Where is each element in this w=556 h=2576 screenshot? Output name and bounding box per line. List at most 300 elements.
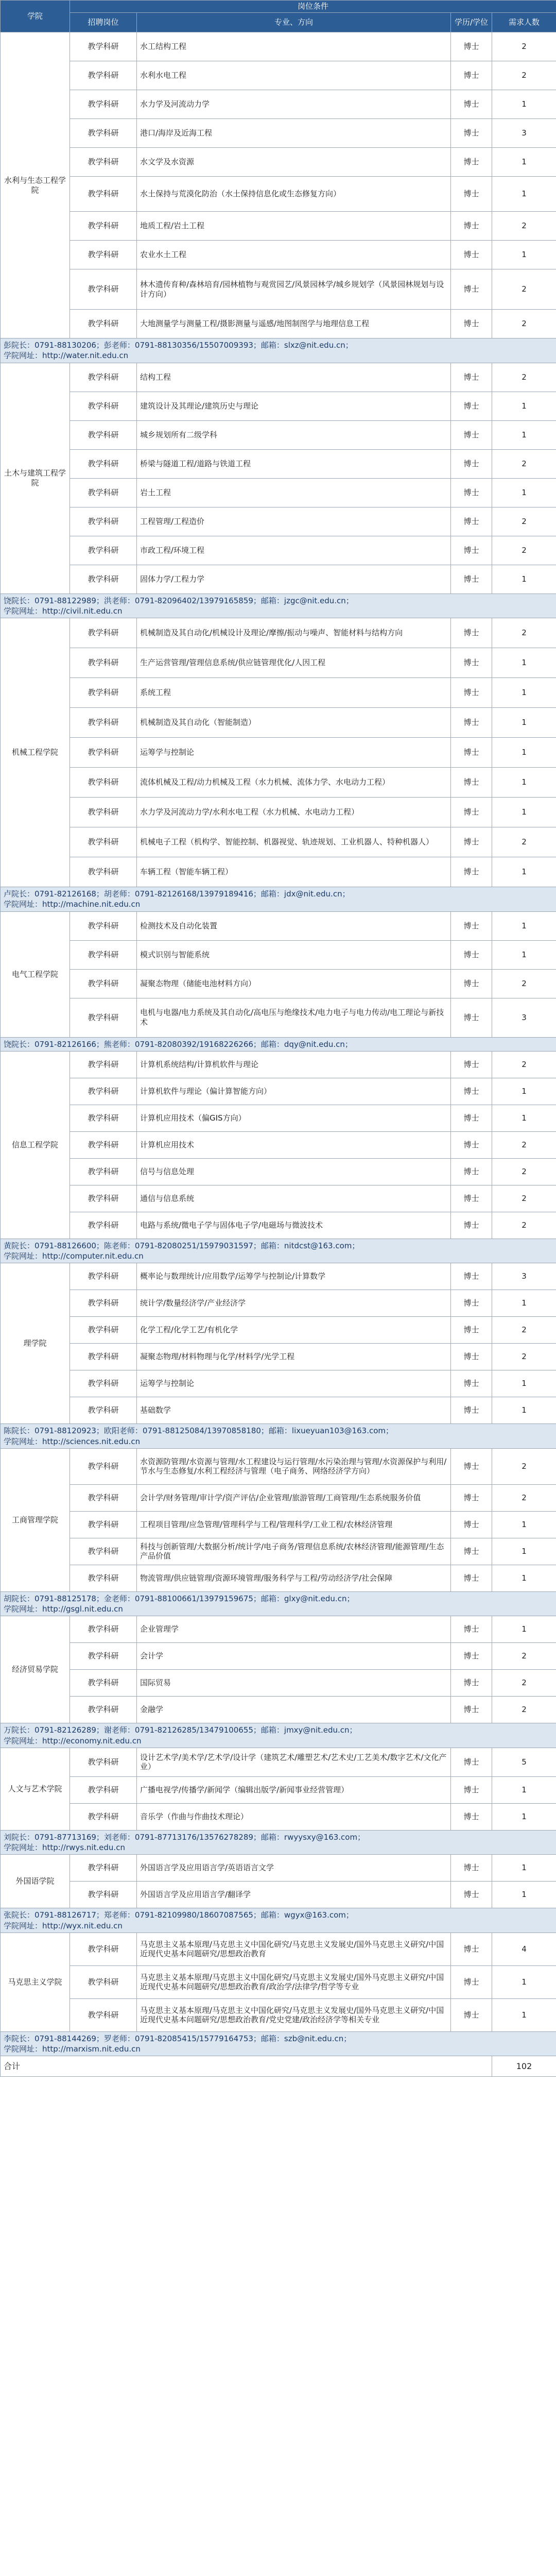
count-cell: 2 bbox=[492, 1697, 556, 1723]
major-cell: 马克思主义基本原理/马克思主义中国化研究/马克思主义发展史/国外马克思主义研究/中国近现代史基本问题研究/思想政治教育 bbox=[137, 1933, 451, 1965]
count-cell: 3 bbox=[492, 998, 556, 1037]
degree-cell: 博士 bbox=[451, 1484, 492, 1511]
contact-website-line[interactable]: 学院网址：http://civil.nit.edu.cn bbox=[4, 606, 123, 616]
count-cell: 3 bbox=[492, 119, 556, 148]
count-cell: 2 bbox=[492, 1344, 556, 1370]
table-row bbox=[1, 1855, 556, 1882]
post-cell: 教学科研 bbox=[70, 827, 137, 857]
count-cell: 2 bbox=[492, 1670, 556, 1697]
degree-cell: 博士 bbox=[451, 1212, 492, 1239]
count-cell: 2 bbox=[492, 1448, 556, 1484]
degree-cell: 博士 bbox=[451, 1565, 492, 1591]
table-row bbox=[1, 363, 556, 392]
post-cell: 教学科研 bbox=[70, 565, 137, 594]
degree-cell: 博士 bbox=[451, 507, 492, 536]
table-row bbox=[1, 507, 556, 536]
degree-cell: 博士 bbox=[451, 1965, 492, 1998]
contact-website-line[interactable]: 学院网址：http://rwys.nit.edu.cn bbox=[4, 1843, 125, 1852]
count-cell: 1 bbox=[492, 768, 556, 798]
count-cell: 3 bbox=[492, 1263, 556, 1290]
degree-cell: 博士 bbox=[451, 1078, 492, 1105]
post-cell: 教学科研 bbox=[70, 1263, 137, 1290]
post-cell: 教学科研 bbox=[70, 1484, 137, 1511]
count-cell: 2 bbox=[492, 1051, 556, 1078]
degree-cell: 博士 bbox=[451, 241, 492, 269]
contact-website-line[interactable]: 学院网址：http://sciences.nit.edu.cn bbox=[4, 1436, 141, 1446]
degree-cell: 博士 bbox=[451, 1448, 492, 1484]
college-name: 经济贸易学院 bbox=[1, 1616, 70, 1723]
contact-info bbox=[1, 338, 556, 363]
major-cell: 运筹学与控制论 bbox=[137, 1370, 451, 1397]
count-cell: 1 bbox=[492, 420, 556, 449]
major-cell: 生产运营管理/管理信息系统/供应链管理优化/人因工程 bbox=[137, 648, 451, 678]
major-cell: 计算机软件与理论（偏计算智能方向） bbox=[137, 1078, 451, 1105]
contact-info bbox=[1, 1908, 556, 1933]
post-cell: 教学科研 bbox=[70, 536, 137, 565]
major-cell: 电机与电器/电力系统及其自动化/高电压与绝缘技术/电力电子与电力传动/电工理论与新技术 bbox=[137, 998, 451, 1037]
degree-cell: 博士 bbox=[451, 269, 492, 310]
major-cell: 马克思主义基本原理/马克思主义中国化研究/马克思主义发展史/国外马克思主义研究/中国近现代史基本问题研究/思想政治教育/党史党建/政治经济学等相关专业 bbox=[137, 1998, 451, 2031]
post-cell: 教学科研 bbox=[70, 241, 137, 269]
post-cell: 教学科研 bbox=[70, 269, 137, 310]
degree-cell: 博士 bbox=[451, 998, 492, 1037]
post-cell: 教学科研 bbox=[70, 478, 137, 507]
table-row bbox=[1, 798, 556, 827]
degree-cell: 博士 bbox=[451, 1263, 492, 1290]
major-cell: 岩土工程 bbox=[137, 478, 451, 507]
count-cell: 1 bbox=[492, 798, 556, 827]
table-row bbox=[1, 1317, 556, 1344]
major-cell: 港口/海岸及近海工程 bbox=[137, 119, 451, 148]
contact-row bbox=[1, 1908, 556, 1933]
degree-cell: 博士 bbox=[451, 648, 492, 678]
table-row bbox=[1, 1344, 556, 1370]
contact-row bbox=[1, 2031, 556, 2056]
degree-cell: 博士 bbox=[451, 177, 492, 212]
degree-cell: 博士 bbox=[451, 1105, 492, 1131]
count-cell: 2 bbox=[492, 1643, 556, 1670]
degree-cell: 博士 bbox=[451, 1616, 492, 1643]
header-college: 学院 bbox=[1, 1, 70, 32]
major-cell: 信号与信息处理 bbox=[137, 1158, 451, 1185]
table-row bbox=[1, 1933, 556, 1965]
major-cell: 概率论与数理统计/应用数学/运筹学与控制论/计算数学 bbox=[137, 1263, 451, 1290]
degree-cell: 博士 bbox=[451, 1933, 492, 1965]
degree-cell: 博士 bbox=[451, 1051, 492, 1078]
table-row bbox=[1, 1484, 556, 1511]
count-cell: 2 bbox=[492, 363, 556, 392]
count-cell: 1 bbox=[492, 1855, 556, 1882]
table-row bbox=[1, 1882, 556, 1908]
table-row bbox=[1, 32, 556, 61]
degree-cell: 博士 bbox=[451, 1998, 492, 2031]
post-cell: 教学科研 bbox=[70, 798, 137, 827]
contact-website-line[interactable]: 学院网址：http://machine.nit.edu.cn bbox=[4, 900, 141, 909]
major-cell: 外国语言学及应用语言学/翻译学 bbox=[137, 1882, 451, 1908]
post-cell: 教学科研 bbox=[70, 998, 137, 1037]
table-row bbox=[1, 1748, 556, 1776]
count-cell: 1 bbox=[492, 392, 556, 420]
college-name: 机械工程学院 bbox=[1, 618, 70, 887]
degree-cell: 博士 bbox=[451, 1538, 492, 1565]
degree-cell: 博士 bbox=[451, 1397, 492, 1424]
post-cell: 教学科研 bbox=[70, 148, 137, 177]
degree-cell: 博士 bbox=[451, 1643, 492, 1670]
major-cell: 水资源防管理/水资源与管理/水工程建设与运行管理/水污染治理与管理/水资源保护与利用/节水与生态修复/水利工程经济与管理（电子商务、网络经济学方向） bbox=[137, 1448, 451, 1484]
major-cell: 车辆工程（智能车辆工程） bbox=[137, 857, 451, 887]
post-cell: 教学科研 bbox=[70, 1212, 137, 1239]
degree-cell: 博士 bbox=[451, 212, 492, 241]
major-cell: 水利水电工程 bbox=[137, 61, 451, 90]
degree-cell: 博士 bbox=[451, 61, 492, 90]
count-cell: 1 bbox=[492, 1078, 556, 1105]
contact-info bbox=[1, 1239, 556, 1263]
count-cell: 1 bbox=[492, 1511, 556, 1538]
degree-cell: 博士 bbox=[451, 911, 492, 940]
post-cell: 教学科研 bbox=[70, 177, 137, 212]
count-cell: 1 bbox=[492, 678, 556, 708]
degree-cell: 博士 bbox=[451, 1748, 492, 1776]
degree-cell: 博士 bbox=[451, 148, 492, 177]
degree-cell: 博士 bbox=[451, 310, 492, 338]
degree-cell: 博士 bbox=[451, 940, 492, 969]
contact-phone-line: 彭院长：0791-88130206；彭老师：0791-88130356/15507009393；邮箱：slxz@nit.edu.cn； bbox=[4, 341, 353, 350]
header-major: 专业、方向 bbox=[137, 13, 451, 32]
table-row bbox=[1, 1448, 556, 1484]
post-cell: 教学科研 bbox=[70, 1697, 137, 1723]
college-name: 工商管理学院 bbox=[1, 1448, 70, 1591]
count-cell: 2 bbox=[492, 449, 556, 478]
college-name: 电气工程学院 bbox=[1, 911, 70, 1037]
degree-cell: 博士 bbox=[451, 478, 492, 507]
major-cell: 科技与创新管理/大数据分析/统计学/电子商务/管理信息系统/农林经济管理/能源管理/生态产品价值 bbox=[137, 1538, 451, 1565]
contact-row bbox=[1, 594, 556, 618]
count-cell: 2 bbox=[492, 969, 556, 998]
table-row bbox=[1, 1370, 556, 1397]
count-cell: 1 bbox=[492, 1397, 556, 1424]
degree-cell: 博士 bbox=[451, 1882, 492, 1908]
table-row bbox=[1, 565, 556, 594]
major-cell: 凝聚态物理/材料物理与化学/材料学/光学工程 bbox=[137, 1344, 451, 1370]
degree-cell: 博士 bbox=[451, 827, 492, 857]
count-cell: 1 bbox=[492, 1538, 556, 1565]
table-row bbox=[1, 1776, 556, 1803]
degree-cell: 博士 bbox=[451, 1185, 492, 1212]
table-row bbox=[1, 1965, 556, 1998]
table-row bbox=[1, 392, 556, 420]
post-cell: 教学科研 bbox=[70, 449, 137, 478]
table-row bbox=[1, 212, 556, 241]
post-cell: 教学科研 bbox=[70, 940, 137, 969]
count-cell: 2 bbox=[492, 269, 556, 310]
major-cell: 地质工程/岩土工程 bbox=[137, 212, 451, 241]
contact-info bbox=[1, 1037, 556, 1051]
post-cell: 教学科研 bbox=[70, 1616, 137, 1643]
contact-row bbox=[1, 1830, 556, 1855]
degree-cell: 博士 bbox=[451, 1131, 492, 1158]
major-cell: 马克思主义基本原理/马克思主义中国化研究/马克思主义发展史/国外马克思主义研究/中国近现代史基本问题研究/思想政治教育/政治学/法律学/哲学等专业 bbox=[137, 1965, 451, 1998]
contact-phone-line: 陈院长：0791-88120923；欧阳老师：0791-88125084/13970858180；邮箱：lixueyuan103@163.com； bbox=[4, 1426, 393, 1436]
table-row bbox=[1, 618, 556, 648]
count-cell: 2 bbox=[492, 1158, 556, 1185]
degree-cell: 博士 bbox=[451, 618, 492, 648]
count-cell: 2 bbox=[492, 1317, 556, 1344]
major-cell: 计算机系统结构/计算机软件与理论 bbox=[137, 1051, 451, 1078]
college-name: 马克思主义学院 bbox=[1, 1933, 70, 2031]
major-cell: 水文学及水资源 bbox=[137, 148, 451, 177]
post-cell: 教学科研 bbox=[70, 1643, 137, 1670]
post-cell: 教学科研 bbox=[70, 310, 137, 338]
college-name: 理学院 bbox=[1, 1263, 70, 1424]
post-cell: 教学科研 bbox=[70, 1511, 137, 1538]
post-cell: 教学科研 bbox=[70, 61, 137, 90]
post-cell: 教学科研 bbox=[70, 1158, 137, 1185]
post-cell: 教学科研 bbox=[70, 212, 137, 241]
degree-cell: 博士 bbox=[451, 1511, 492, 1538]
count-cell: 1 bbox=[492, 1776, 556, 1803]
table-row bbox=[1, 1998, 556, 2031]
major-cell: 统计学/数量经济学/产业经济学 bbox=[137, 1290, 451, 1317]
table-row bbox=[1, 1697, 556, 1723]
post-cell: 教学科研 bbox=[70, 1933, 137, 1965]
post-cell: 教学科研 bbox=[70, 1078, 137, 1105]
contact-phone-line: 卢院长：0791-82126168；胡老师：0791-82126168/13979189416；邮箱：jdx@nit.edu.cn； bbox=[4, 889, 350, 899]
degree-cell: 博士 bbox=[451, 969, 492, 998]
post-cell: 教学科研 bbox=[70, 1397, 137, 1424]
major-cell: 系统工程 bbox=[137, 678, 451, 708]
count-cell: 1 bbox=[492, 1803, 556, 1830]
post-cell: 教学科研 bbox=[70, 738, 137, 768]
count-cell: 1 bbox=[492, 1290, 556, 1317]
table-row bbox=[1, 678, 556, 708]
table-row bbox=[1, 1616, 556, 1643]
count-cell: 1 bbox=[492, 90, 556, 119]
major-cell: 设计艺术学/美术学/艺术学/设计学（建筑艺术/雕塑艺术/艺术史/工艺美术/数字艺术/文化产业） bbox=[137, 1748, 451, 1776]
major-cell: 大地测量学与测量工程/摄影测量与遥感/地图制图学与地理信息工程 bbox=[137, 310, 451, 338]
major-cell: 广播电视学/传播学/新闻学（编辑出版学/新闻事业经营管理） bbox=[137, 1776, 451, 1803]
contact-website-line[interactable]: 学院网址：http://wyx.nit.edu.cn bbox=[4, 1921, 123, 1930]
major-cell: 会计学 bbox=[137, 1643, 451, 1670]
count-cell: 1 bbox=[492, 1882, 556, 1908]
table-row bbox=[1, 1538, 556, 1565]
contact-info bbox=[1, 887, 556, 912]
count-cell: 1 bbox=[492, 1105, 556, 1131]
table-row bbox=[1, 119, 556, 148]
total-label: 合计 bbox=[1, 2056, 492, 2077]
post-cell: 教学科研 bbox=[70, 1776, 137, 1803]
major-cell: 城乡规划所有二级学科 bbox=[137, 420, 451, 449]
post-cell: 教学科研 bbox=[70, 32, 137, 61]
degree-cell: 博士 bbox=[451, 1670, 492, 1697]
major-cell: 国际贸易 bbox=[137, 1670, 451, 1697]
degree-cell: 博士 bbox=[451, 678, 492, 708]
contact-info bbox=[1, 1424, 556, 1449]
degree-cell: 博士 bbox=[451, 90, 492, 119]
table-row bbox=[1, 1803, 556, 1830]
major-cell: 金融学 bbox=[137, 1697, 451, 1723]
major-cell: 水力学及河流动力学 bbox=[137, 90, 451, 119]
table-row bbox=[1, 998, 556, 1037]
count-cell: 1 bbox=[492, 565, 556, 594]
count-cell: 2 bbox=[492, 827, 556, 857]
major-cell: 水工结构工程 bbox=[137, 32, 451, 61]
post-cell: 教学科研 bbox=[70, 1344, 137, 1370]
post-cell: 教学科研 bbox=[70, 1748, 137, 1776]
total-row bbox=[1, 2056, 556, 2077]
degree-cell: 博士 bbox=[451, 119, 492, 148]
post-cell: 教学科研 bbox=[70, 1317, 137, 1344]
table-row bbox=[1, 536, 556, 565]
count-cell: 4 bbox=[492, 1933, 556, 1965]
post-cell: 教学科研 bbox=[70, 1882, 137, 1908]
degree-cell: 博士 bbox=[451, 449, 492, 478]
post-cell: 教学科研 bbox=[70, 1855, 137, 1882]
degree-cell: 博士 bbox=[451, 1344, 492, 1370]
contact-row bbox=[1, 1424, 556, 1449]
post-cell: 教学科研 bbox=[70, 1803, 137, 1830]
table-row bbox=[1, 1105, 556, 1131]
count-cell: 2 bbox=[492, 1212, 556, 1239]
degree-cell: 博士 bbox=[451, 565, 492, 594]
major-cell: 运筹学与控制论 bbox=[137, 738, 451, 768]
major-cell: 外国语言学及应用语言学/英语语言文学 bbox=[137, 1855, 451, 1882]
post-cell: 教学科研 bbox=[70, 911, 137, 940]
major-cell: 检测技术及自动化装置 bbox=[137, 911, 451, 940]
major-cell: 固体力学/工程力学 bbox=[137, 565, 451, 594]
contact-phone-line: 张院长：0791-88126717；郑老师：0791-82109980/18607087565；邮箱：wgyx@163.com； bbox=[4, 1910, 354, 1920]
college-name: 水利与生态工程学院 bbox=[1, 32, 70, 338]
table-row bbox=[1, 911, 556, 940]
count-cell: 1 bbox=[492, 1998, 556, 2031]
table-row bbox=[1, 1078, 556, 1105]
degree-cell: 博士 bbox=[451, 392, 492, 420]
contact-phone-line: 饶院长：0791-82126166；熊老师：0791-82080392/19168226266；邮箱：dqy@nit.edu.cn； bbox=[4, 1039, 353, 1049]
contact-phone-line: 刘院长：0791-87713169；刘老师：0791-87713176/13576278289；邮箱：rwyysxy@163.com； bbox=[4, 1832, 366, 1842]
table-row bbox=[1, 648, 556, 678]
major-cell: 建筑设计及其理论/建筑历史与理论 bbox=[137, 392, 451, 420]
table-row bbox=[1, 827, 556, 857]
major-cell: 计算机应用技术（偏GIS方向） bbox=[137, 1105, 451, 1131]
post-cell: 教学科研 bbox=[70, 1131, 137, 1158]
table-row bbox=[1, 1397, 556, 1424]
post-cell: 教学科研 bbox=[70, 1670, 137, 1697]
degree-cell: 博士 bbox=[451, 1803, 492, 1830]
contact-website-line[interactable]: 学院网址：http://gsgl.nit.edu.cn bbox=[4, 1604, 123, 1614]
contact-row bbox=[1, 1239, 556, 1263]
count-cell: 1 bbox=[492, 738, 556, 768]
contact-website-line[interactable]: 学院网址：http://economy.nit.edu.cn bbox=[4, 1736, 142, 1745]
major-cell: 农业水土工程 bbox=[137, 241, 451, 269]
table-row bbox=[1, 61, 556, 90]
count-cell: 1 bbox=[492, 177, 556, 212]
major-cell: 音乐学（作曲与作曲技术理论） bbox=[137, 1803, 451, 1830]
count-cell: 2 bbox=[492, 1131, 556, 1158]
post-cell: 教学科研 bbox=[70, 1105, 137, 1131]
post-cell: 教学科研 bbox=[70, 392, 137, 420]
table-row bbox=[1, 1158, 556, 1185]
contact-phone-line: 黄院长：0791-88126600；陈老师：0791-82080251/15979031597；邮箱：nitdcst@163.com； bbox=[4, 1241, 360, 1250]
post-cell: 教学科研 bbox=[70, 678, 137, 708]
post-cell: 教学科研 bbox=[70, 1998, 137, 2031]
header-conditions: 岗位条件 bbox=[70, 1, 556, 13]
contact-website-line[interactable]: 学院网址：http://water.nit.edu.cn bbox=[4, 351, 129, 361]
college-name: 土木与建筑工程学院 bbox=[1, 363, 70, 594]
contact-info bbox=[1, 2031, 556, 2056]
post-cell: 教学科研 bbox=[70, 90, 137, 119]
degree-cell: 博士 bbox=[451, 363, 492, 392]
major-cell: 桥梁与隧道工程/道路与铁道工程 bbox=[137, 449, 451, 478]
post-cell: 教学科研 bbox=[70, 1448, 137, 1484]
contact-website-line[interactable]: 学院网址：http://computer.nit.edu.cn bbox=[4, 1251, 144, 1261]
contact-info bbox=[1, 1723, 556, 1748]
degree-cell: 博士 bbox=[451, 798, 492, 827]
degree-cell: 博士 bbox=[451, 738, 492, 768]
contact-row bbox=[1, 887, 556, 912]
contact-row bbox=[1, 338, 556, 363]
contact-phone-line: 饶院长：0791-88122989；洪老师：0791-82096402/13979165859；邮箱：jzgc@nit.edu.cn； bbox=[4, 596, 354, 605]
table-row bbox=[1, 241, 556, 269]
table-row bbox=[1, 768, 556, 798]
contact-row bbox=[1, 1723, 556, 1748]
header-count: 需求人数 bbox=[492, 13, 556, 32]
table-row bbox=[1, 1511, 556, 1538]
post-cell: 教学科研 bbox=[70, 420, 137, 449]
degree-cell: 博士 bbox=[451, 1370, 492, 1397]
count-cell: 2 bbox=[492, 61, 556, 90]
major-cell: 结构工程 bbox=[137, 363, 451, 392]
major-cell: 化学工程/化学工艺/有机化学 bbox=[137, 1317, 451, 1344]
major-cell: 计算机应用技术 bbox=[137, 1131, 451, 1158]
header-post: 招聘岗位 bbox=[70, 13, 137, 32]
count-cell: 1 bbox=[492, 648, 556, 678]
table-body bbox=[1, 32, 556, 2077]
count-cell: 1 bbox=[492, 148, 556, 177]
degree-cell: 博士 bbox=[451, 32, 492, 61]
count-cell: 2 bbox=[492, 1185, 556, 1212]
count-cell: 1 bbox=[492, 911, 556, 940]
table-row bbox=[1, 708, 556, 738]
degree-cell: 博士 bbox=[451, 1158, 492, 1185]
major-cell: 物流管理/供应链管理/资源环境管理/服务科学与工程/劳动经济学/社会保障 bbox=[137, 1565, 451, 1591]
degree-cell: 博士 bbox=[451, 1776, 492, 1803]
count-cell: 2 bbox=[492, 310, 556, 338]
post-cell: 教学科研 bbox=[70, 119, 137, 148]
table-row bbox=[1, 1565, 556, 1591]
degree-cell: 博士 bbox=[451, 1317, 492, 1344]
degree-cell: 博士 bbox=[451, 1290, 492, 1317]
major-cell: 机械制造及其自动化（智能制造） bbox=[137, 708, 451, 738]
major-cell: 水力学及河流动力学/水利水电工程（水力机械、水电动力工程） bbox=[137, 798, 451, 827]
post-cell: 教学科研 bbox=[70, 363, 137, 392]
major-cell: 工程管理/工程造价 bbox=[137, 507, 451, 536]
table-row bbox=[1, 90, 556, 119]
count-cell: 5 bbox=[492, 1748, 556, 1776]
count-cell: 2 bbox=[492, 32, 556, 61]
table-row bbox=[1, 148, 556, 177]
major-cell: 通信与信息系统 bbox=[137, 1185, 451, 1212]
total-value: 102 bbox=[492, 2056, 556, 2077]
contact-phone-line: 胡院长：0791-88125178；金老师：0791-88100661/13979159675；邮箱：glxy@nit.edu.cn； bbox=[4, 1594, 355, 1603]
table-row bbox=[1, 1263, 556, 1290]
contact-website-line[interactable]: 学院网址：http://marxism.nit.edu.cn bbox=[4, 2044, 141, 2054]
table-row bbox=[1, 449, 556, 478]
table-row bbox=[1, 1212, 556, 1239]
count-cell: 1 bbox=[492, 708, 556, 738]
count-cell: 2 bbox=[492, 618, 556, 648]
major-cell: 林木遗传育种/森林培育/园林植物与观赏园艺/风景园林学/城乡规划学（风景园林规划与设计方向） bbox=[137, 269, 451, 310]
header-degree: 学历/学位 bbox=[451, 13, 492, 32]
degree-cell: 博士 bbox=[451, 768, 492, 798]
